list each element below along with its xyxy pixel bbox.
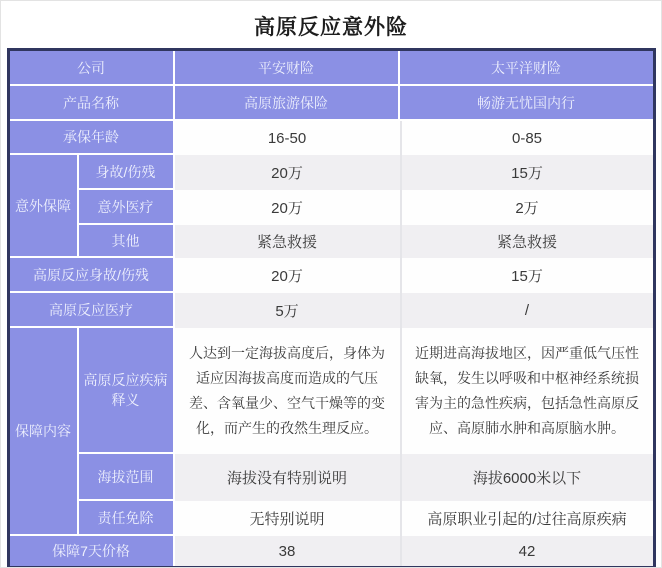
value-cell: / [400,293,653,328]
value-cell: 0-85 [400,121,653,155]
table-row [10,454,653,501]
row-label-altitude-death-disability: 高原反应身故/伤残 [10,258,175,293]
group-label-accident-coverage: 意外保障 [10,155,79,258]
value-cell-definition: 近期进高海拔地区，因严重低气压性缺氧，发生以呼吸和中枢神经系统损害为主的急性疾病，包括急性高原反应、高原肺水肿和高原脑水肿。 [400,328,653,454]
row-label-company: 公司 [10,51,175,86]
table-row [10,155,653,190]
value-cell-price: 38 [175,536,400,566]
value-cell: 15万 [400,155,653,190]
row-label-7day-price: 保障7天价格 [10,536,175,566]
table-row [10,121,653,155]
table-row [10,51,653,86]
value-cell: 海拔没有特别说明 [175,454,400,501]
company-name-taipingyang: 太平洋财险 [400,51,653,86]
value-cell: 紧急救援 [400,225,653,258]
table-row [10,501,653,536]
row-label-altitude-range: 海拔范围 [79,454,175,501]
table-row [10,328,653,454]
comparison-table-frame [7,48,656,568]
page-title: 高原反应意外险 [254,16,408,39]
comparison-table [10,51,653,566]
value-cell-price: 42 [400,536,653,566]
value-cell: 20万 [175,258,400,293]
value-cell: 16-50 [175,121,400,155]
table-row [10,190,653,225]
value-cell: 5万 [175,293,400,328]
row-label-altitude-medical: 高原反应医疗 [10,293,175,328]
value-cell: 2万 [400,190,653,225]
group-label-coverage-content: 保障内容 [10,328,79,536]
table-row [10,225,653,258]
product-name-cell: 高原旅游保险 [175,86,400,121]
value-cell: 海拔6000米以下 [400,454,653,501]
product-name-cell: 畅游无忧国内行 [400,86,653,121]
row-label-age-range: 承保年龄 [10,121,175,155]
row-label-other: 其他 [79,225,175,258]
value-cell: 紧急救援 [175,225,400,258]
company-name-pingan: 平安财险 [175,51,400,86]
table-row [10,293,653,328]
value-cell: 15万 [400,258,653,293]
table-row [10,86,653,121]
value-cell: 20万 [175,155,400,190]
row-label-exclusions: 责任免除 [79,501,175,536]
table-row [10,536,653,566]
row-label-product-name: 产品名称 [10,86,175,121]
row-label-death-disability: 身故/伤残 [79,155,175,190]
value-cell: 20万 [175,190,400,225]
value-cell: 高原职业引起的/过往高原疾病 [400,501,653,536]
value-cell: 无特别说明 [175,501,400,536]
table-row [10,258,653,293]
value-cell-definition: 人达到一定海拔高度后，身体为适应因海拔高度而造成的气压差、含氧量少、空气干燥等的变化，而产生的孜然生理反应。 [175,328,400,454]
row-label-accident-medical: 意外医疗 [79,190,175,225]
row-label-disease-definition: 高原反应疾病释义 [79,328,175,454]
